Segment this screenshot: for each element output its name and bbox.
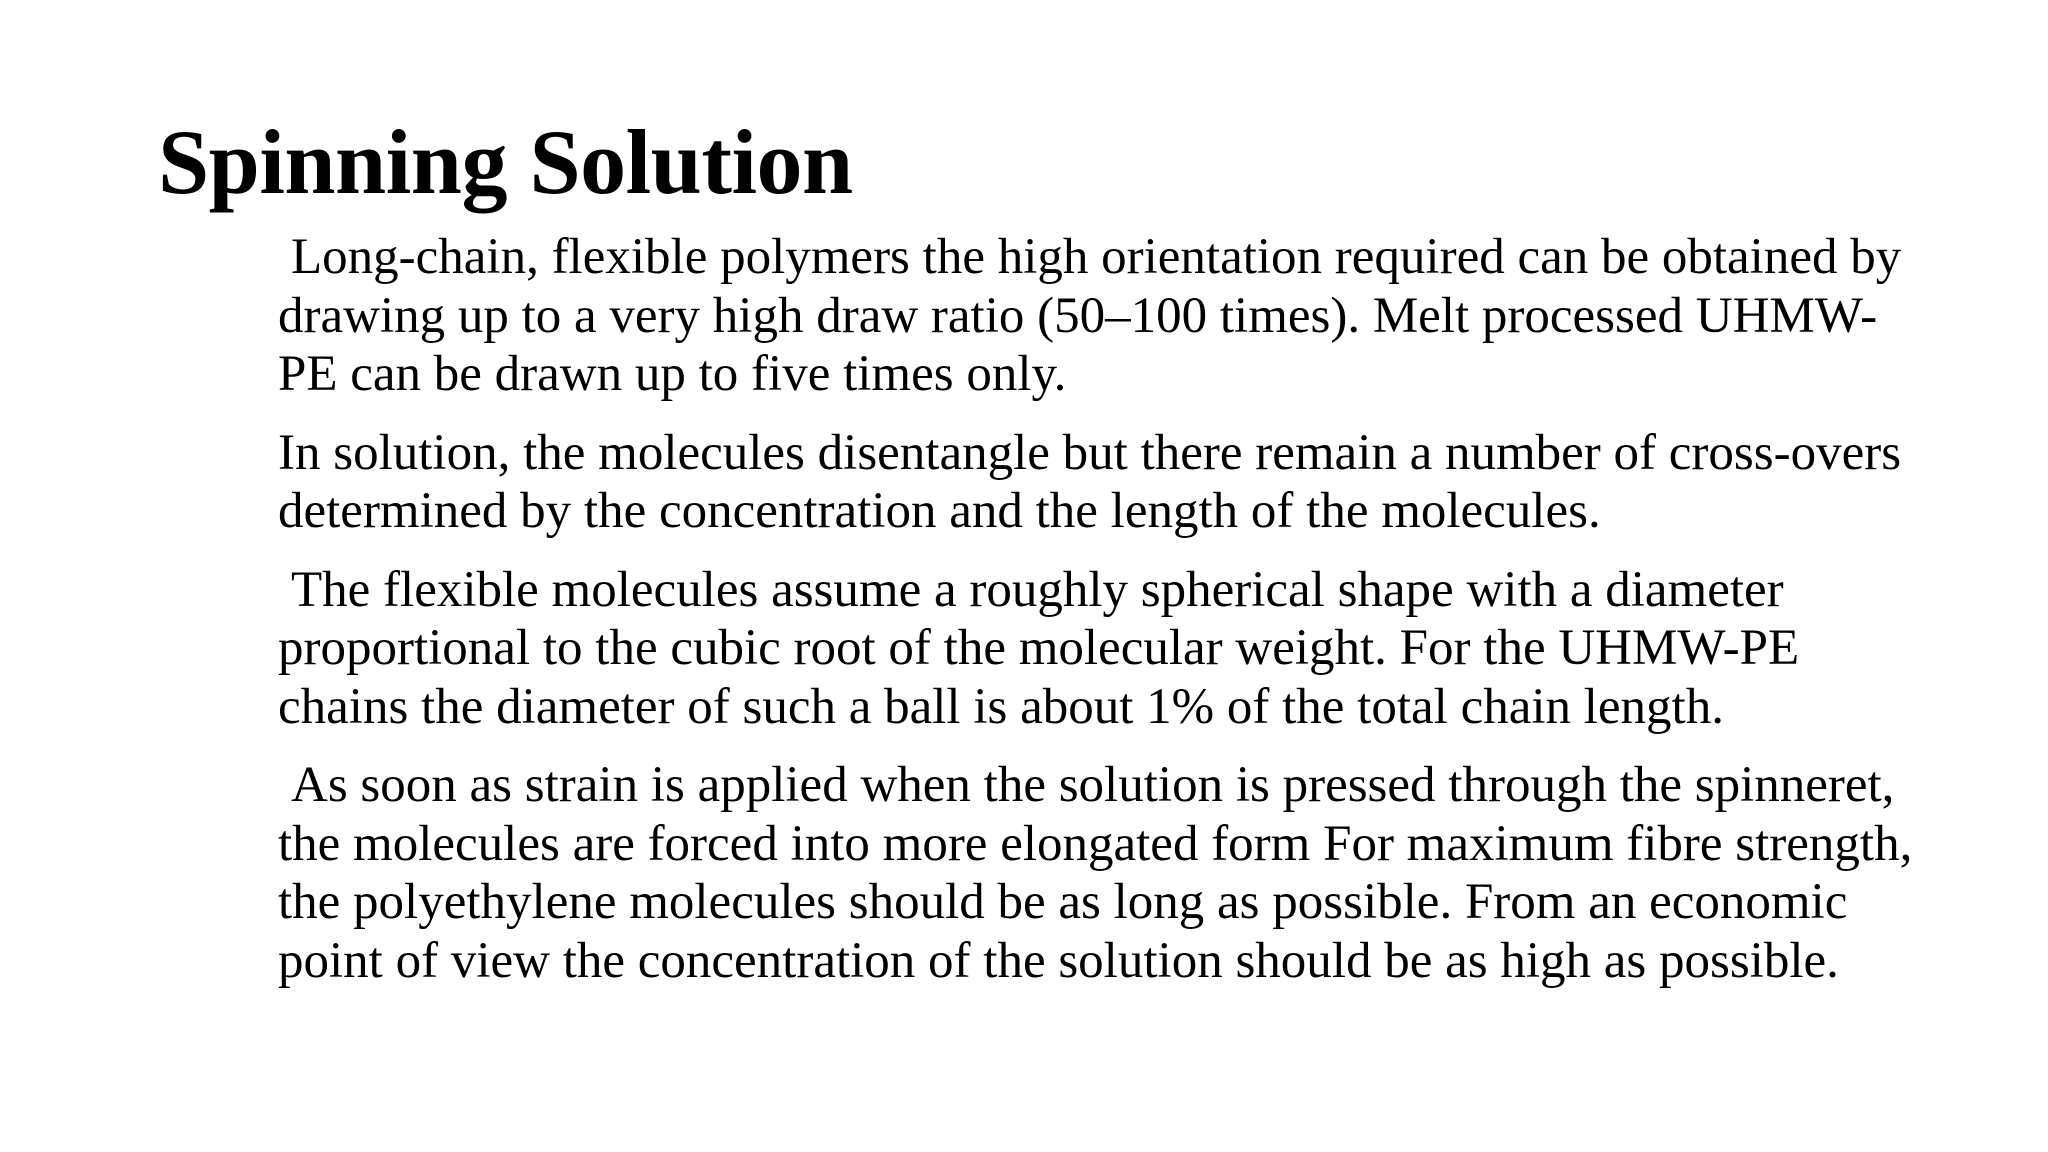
paragraph-line: the polyethylene molecules should be as long as possible. From an economic: [278, 874, 1848, 930]
paragraph-line: point of view the concentration of the solution should be as high as possible.: [278, 932, 1839, 989]
paragraph-line: the molecules are forced into more elongated form For maximum fibre strength,: [278, 815, 1913, 872]
paragraph-in-solution: [278, 424, 2018, 541]
paragraph-line: proportional to the cubic root of the molecular weight. For the UHMW-PE: [278, 620, 1800, 676]
paragraph-line: As soon as strain is applied when the solution is pressed through the spinneret,: [291, 757, 1895, 813]
paragraph-line: The flexible molecules assume a roughly spherical shape with a diameter: [291, 561, 1784, 618]
paragraph-line: chains the diameter of such a ball is about 1% of the total chain length.: [278, 678, 1724, 735]
paragraph-long-chain-polymers: [278, 228, 2018, 404]
paragraph-flexible-molecules: [278, 561, 2018, 737]
paragraph-line: determined by the concentration and the length of the molecules.: [278, 483, 1601, 539]
paragraph-line: PE can be drawn up to five times only.: [278, 346, 1067, 402]
paragraph-strain-applied: [278, 756, 2018, 990]
paragraph-line: drawing up to a very high draw ratio (50–100 times). Melt processed UHMW-: [278, 287, 1878, 344]
slide-body: [278, 228, 2018, 1010]
paragraph-line: Long-chain, flexible polymers the high orientation required can be obtained by: [291, 229, 1902, 285]
slide-title: Spinning Solution: [158, 111, 853, 213]
paragraph-line: In solution, the molecules disentangle but there remain a number of cross-overs: [278, 424, 1902, 481]
